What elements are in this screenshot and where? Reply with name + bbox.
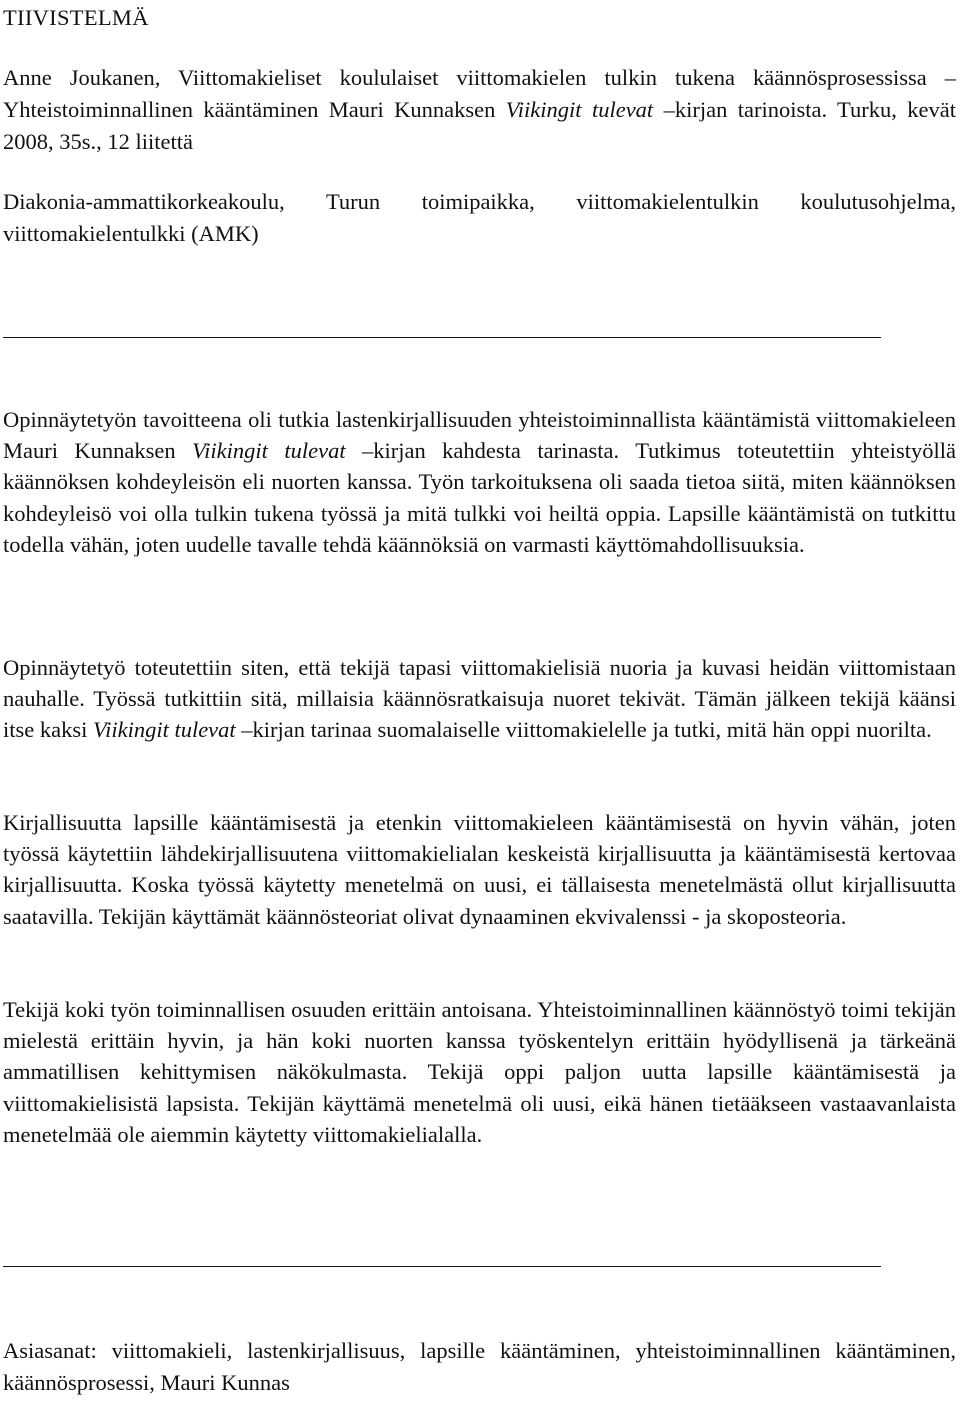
abstract-p1-end: –kirjan kahdesta tarinasta. Tutkimus toteutettiin yhteistyöllä käännöksen kohdeyleisön eli nuorten kanssa. Työn tarkoituksena oli saada tietoa siitä, miten käännöksen kohdeyleisö voi olla tulkin tukena työssä ja mitä tulkki voi heiltä oppia. Lapsille kääntämistä on tutkittu todella vähän, joten uudelle tavalle tehdä käännöksiä on varmasti käyttömahdollisuuksia. [3, 438, 957, 557]
abstract-p2-end: –kirjan tarinaa suomalaiselle viittomakielelle ja tutki, mitä hän oppi nuorilta. [235, 717, 932, 743]
abstract-paragraph-3: Kirjallisuutta lapsille kääntämisestä ja etenkin viittomakieleen kääntämisestä on hyvin vähän, joten työssä käytettiin lähdekirjallisuutena viittomakielialan keskeistä kirjallisuutta ja kääntämisestä kertovaa kirjallisuutta. Koska työssä käytetty menetelmä on uusi, ei tällaisesta menetelmästä ollut kirjallisuutta saatavilla. Tekijän käyttämät käännösteoriat olivat dynaaminen ekvivalenssi - ja skoposteoria. [3, 810, 956, 929]
citation-paragraph [3, 62, 956, 158]
abstract-paragraph-2 [3, 652, 956, 746]
citation-text-start: Anne Joukanen, Viittomakieliset koululaiset viittomakielen tulkin tukena käännösprosessissa – Yhteistoiminnallinen kääntäminen Mauri Kunnaksen [3, 65, 956, 122]
abstract-p2-start: Opinnäytetyö toteutettiin siten, että tekijä tapasi viittomakielisiä nuoria ja kuvasi heidän viittomistaan nauhalle. Työssä tutkittiin sitä, millaisia käännösratkaisuja nuoret tekivät. Tämän jälkeen tekijä käänsi itse kaksi [3, 655, 956, 743]
abstract-p1-start: Opinnäytetyön tavoitteena oli tutkia lastenkirjallisuuden yhteistoiminnallista kääntämistä viittomakieleen Mauri Kunnaksen [3, 407, 956, 464]
abstract-p2-book-title: Viikingit tulevat [93, 717, 236, 743]
abstract-paragraph-1 [3, 404, 956, 560]
divider-top [3, 337, 881, 338]
page-title: TIIVISTELMÄ [3, 5, 149, 30]
citation-text-end: –kirjan tarinoista. Turku, kevät 2008, 35s., 12 liitettä [3, 97, 956, 154]
abstract-paragraph-4: Tekijä koki työn toiminnallisen osuuden erittäin antoisana. Yhteistoiminnallinen käännöstyö toimi tekijän mielestä erittäin hyvin, ja hän koki nuorten kanssa työskentelyn erittäin hyödyllisenä ja tärkeänä ammatillisen kehittymisen näkökulmasta. Tekijä oppi paljon uutta lapsille kääntämisestä ja viittomakielisistä lapsista. Tekijän käyttämä menetelmä oli uusi, eikä hänen tietääkseen vastaavanlaista menetelmää ole aiemmin käytetty viittomakielialalla. [3, 997, 956, 1147]
institution-paragraph: Diakonia-ammattikorkeakoulu, Turun toimipaikka, viittomakielentulkin koulutusohjelma, viittomakielentulkki (AMK) [3, 189, 956, 246]
citation-book-title: Viikingit tulevat [505, 97, 654, 122]
keywords-paragraph: Asiasanat: viittomakieli, lastenkirjallisuus, lapsille kääntäminen, yhteistoiminnallinen kääntäminen, käännösprosessi, Mauri Kunnas [3, 1338, 956, 1395]
abstract-p1-book-title: Viikingit tulevat [192, 438, 346, 464]
divider-bottom [3, 1266, 881, 1267]
